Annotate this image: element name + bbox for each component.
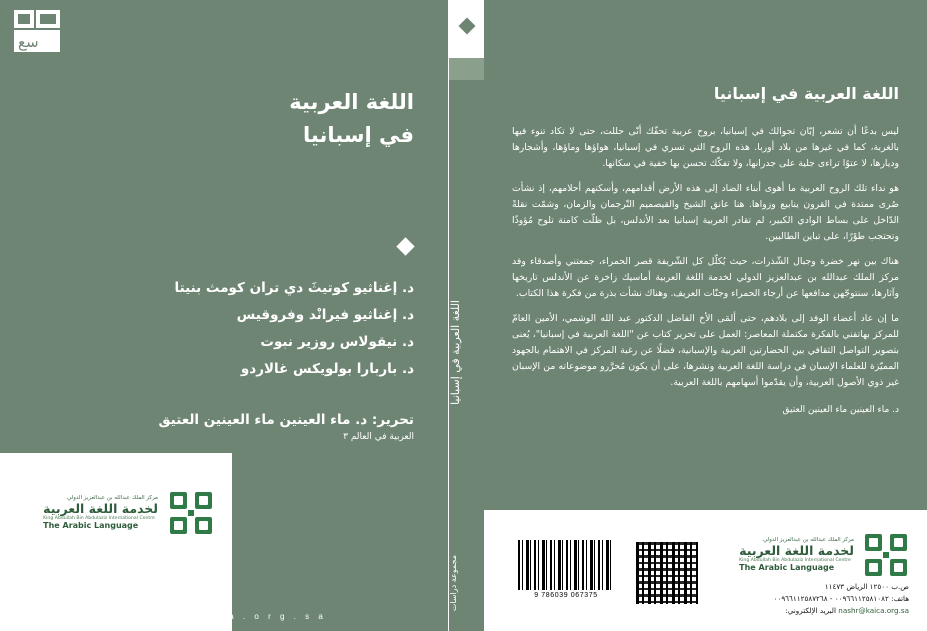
corner-logo-icon (14, 10, 60, 52)
spine-series-label: مجموعة دراسات (449, 554, 458, 611)
back-cover-panel (0, 0, 448, 631)
author-item: د. إغناثيو فيرانْد وفروقيس (236, 307, 414, 323)
back-cover-title-line2: في إسبانيا (303, 122, 414, 147)
front-cover-footer (484, 510, 927, 631)
email-line (774, 605, 909, 617)
po-box-line: ص.ب ١٢٥٠٠ الرياض ١١٤٧٣ (824, 582, 909, 592)
publisher-english-small: King Abdullah Bin Abdulaziz International Centre (43, 516, 155, 522)
email-value[interactable]: nashr@kaica.org.sa (838, 606, 909, 616)
front-cover-panel (484, 0, 927, 631)
back-cover-title-line1: اللغة العربية (289, 90, 414, 114)
blurb-paragraph: هو نداء تلك الروح العربية ما أهوى أبناء الضاد إلى هذه الأرض أقدامهم، وأسكنهم أحلامهم، إذ نشأت صُرى ممتدة في القرون ينابيع وزواها. هنا عانق الشيخ والقيصميم التّرجمان والزمان، وشمّت نقلةً الدّاخل على بساط الوادي الكبير، لم تقادر العربية إسبانيا بعد الأندلس، بل ظلّت كامنة تلوح مُؤوذًا وتحتجب طوْرًا، على تباين الطالبين. (512, 182, 899, 242)
book-spine (448, 0, 485, 631)
svg-text:سع: سع (18, 33, 39, 51)
blurb-paragraph: هناك بين نهر خضرة وجبال الشّذرات، حيث يُكلّل كل الشّريفة قصر الحمراء، جمعتني وأصدقاء وفد مركز الملك عبدالله بن عبدالعزيز الدولي لخدمة اللغة العربية أماسيك زاخرة عن الأندلس تاريخها وآثارها، سنتوجّهن مدافعها عن أرجاء الحمراء وجنّات العريف. وهناك نشأت بذرة من فكرة هذا الكتاب. (512, 255, 899, 299)
author-item: د. باربارا بولويكس غالاردو (240, 361, 414, 377)
blurb-paragraph: ما إن عاد أعضاء الوفد إلى بلادهم، حتى ألمَى الأخ الفاضل الدكتور عبد الله الوشمي، الأمين العامّ للمركز بهاتفني بالفكرة مكتملة المعاصر: العمل على تحرير كتاب عن "اللغة العربية في إسبانيا"، يُعنى بتصوير التواصل الثقافي بين الحضارتين العربية والإسبانية، فضلًا عن رغبة المركز في الاهتمام بالجهود المميّزة للعلماء الإسبان في دراسة اللغة العربية ونشرها، على أن يكون مُحرَّرو موضوعاته من الإسبان غير ذوي الأصول العربية، وأن يقدّموا أسهامهم باللغة العربية. (512, 312, 899, 388)
blurb-author: د. ماء العينين ماء العينين العتيق (782, 404, 899, 415)
kaica-logo-icon (863, 532, 909, 578)
email-label: البريد الإلكتروني: (785, 606, 836, 616)
blurb-paragraph: ليس بدعًا أن تشعر، إبّان تجوالك في إسبانيا، بروح عربية تحفّك أنّى حللت، حتى لا تكاد تنوء فيها بالغربة، كما في غيرها من بلاد أوربا. هذه الروح التي تسري في إسبانيا، هواؤها وماؤها، وأشجارها وديارها، لا عتوًا تراءى جلية على جدرانها، ولا تفكّك تحسن بها خفية في سكانها. (512, 126, 899, 169)
publisher-logo-back (22, 483, 214, 543)
series-label: العربية في العالم ٣ (343, 432, 414, 442)
front-cover-title: اللغة العربية في إسبانيا (713, 84, 899, 103)
publisher-arabic-big: لخدمة اللغة العربية (739, 542, 854, 558)
spine-title: اللغة العربية في إسبانيا (449, 300, 462, 405)
diamond-icon (396, 237, 414, 255)
publisher-arabic-big: لخدمة اللغة العربية (43, 500, 158, 516)
qr-code-icon[interactable] (634, 540, 700, 606)
back-cover-title (289, 86, 414, 151)
spine-top-block (449, 0, 484, 58)
publisher-english-big: The Arabic Language (739, 563, 835, 573)
phone-line: هاتف: ٠٠٩٦٦١١٢٥٨١٠٨٢ - ٠٠٩٦٦١١٢٥٨٧٢٦٨ (773, 594, 909, 604)
publisher-logo-front (739, 532, 909, 578)
publisher-wordmark (739, 537, 854, 572)
author-item: د. إغناثيو كوتيثَ دي تران كومث بنيتا (174, 280, 414, 296)
publisher-arabic-small: مركز الملك عبدالله بن عبدالعزيز الدولي (762, 537, 854, 544)
publisher-wordmark (43, 495, 158, 530)
barcode-bars (518, 540, 614, 590)
barcode-icon (518, 540, 614, 602)
publisher-website: w w w . k a i c a . o r g . s a (121, 612, 327, 621)
spine-accent-block (449, 58, 484, 80)
back-blurb-text (512, 124, 899, 427)
publisher-english-big: The Arabic Language (43, 521, 139, 531)
publisher-english-small: King Abdullah Bin Abdulaziz International Centre (739, 558, 851, 564)
editor-line: تحرير: د. ماء العينين ماء العينين العتيق (158, 412, 414, 428)
author-list (30, 275, 414, 383)
publisher-arabic-small: مركز الملك عبدالله بن عبدالعزيز الدولي (66, 495, 158, 502)
author-item: د. نيقولاس روزير نبوت (260, 334, 414, 350)
isbn-number: 9 786039 067375 (534, 592, 598, 599)
kaica-logo-icon (168, 490, 214, 536)
diamond-icon (458, 18, 475, 35)
contact-block (774, 581, 909, 617)
